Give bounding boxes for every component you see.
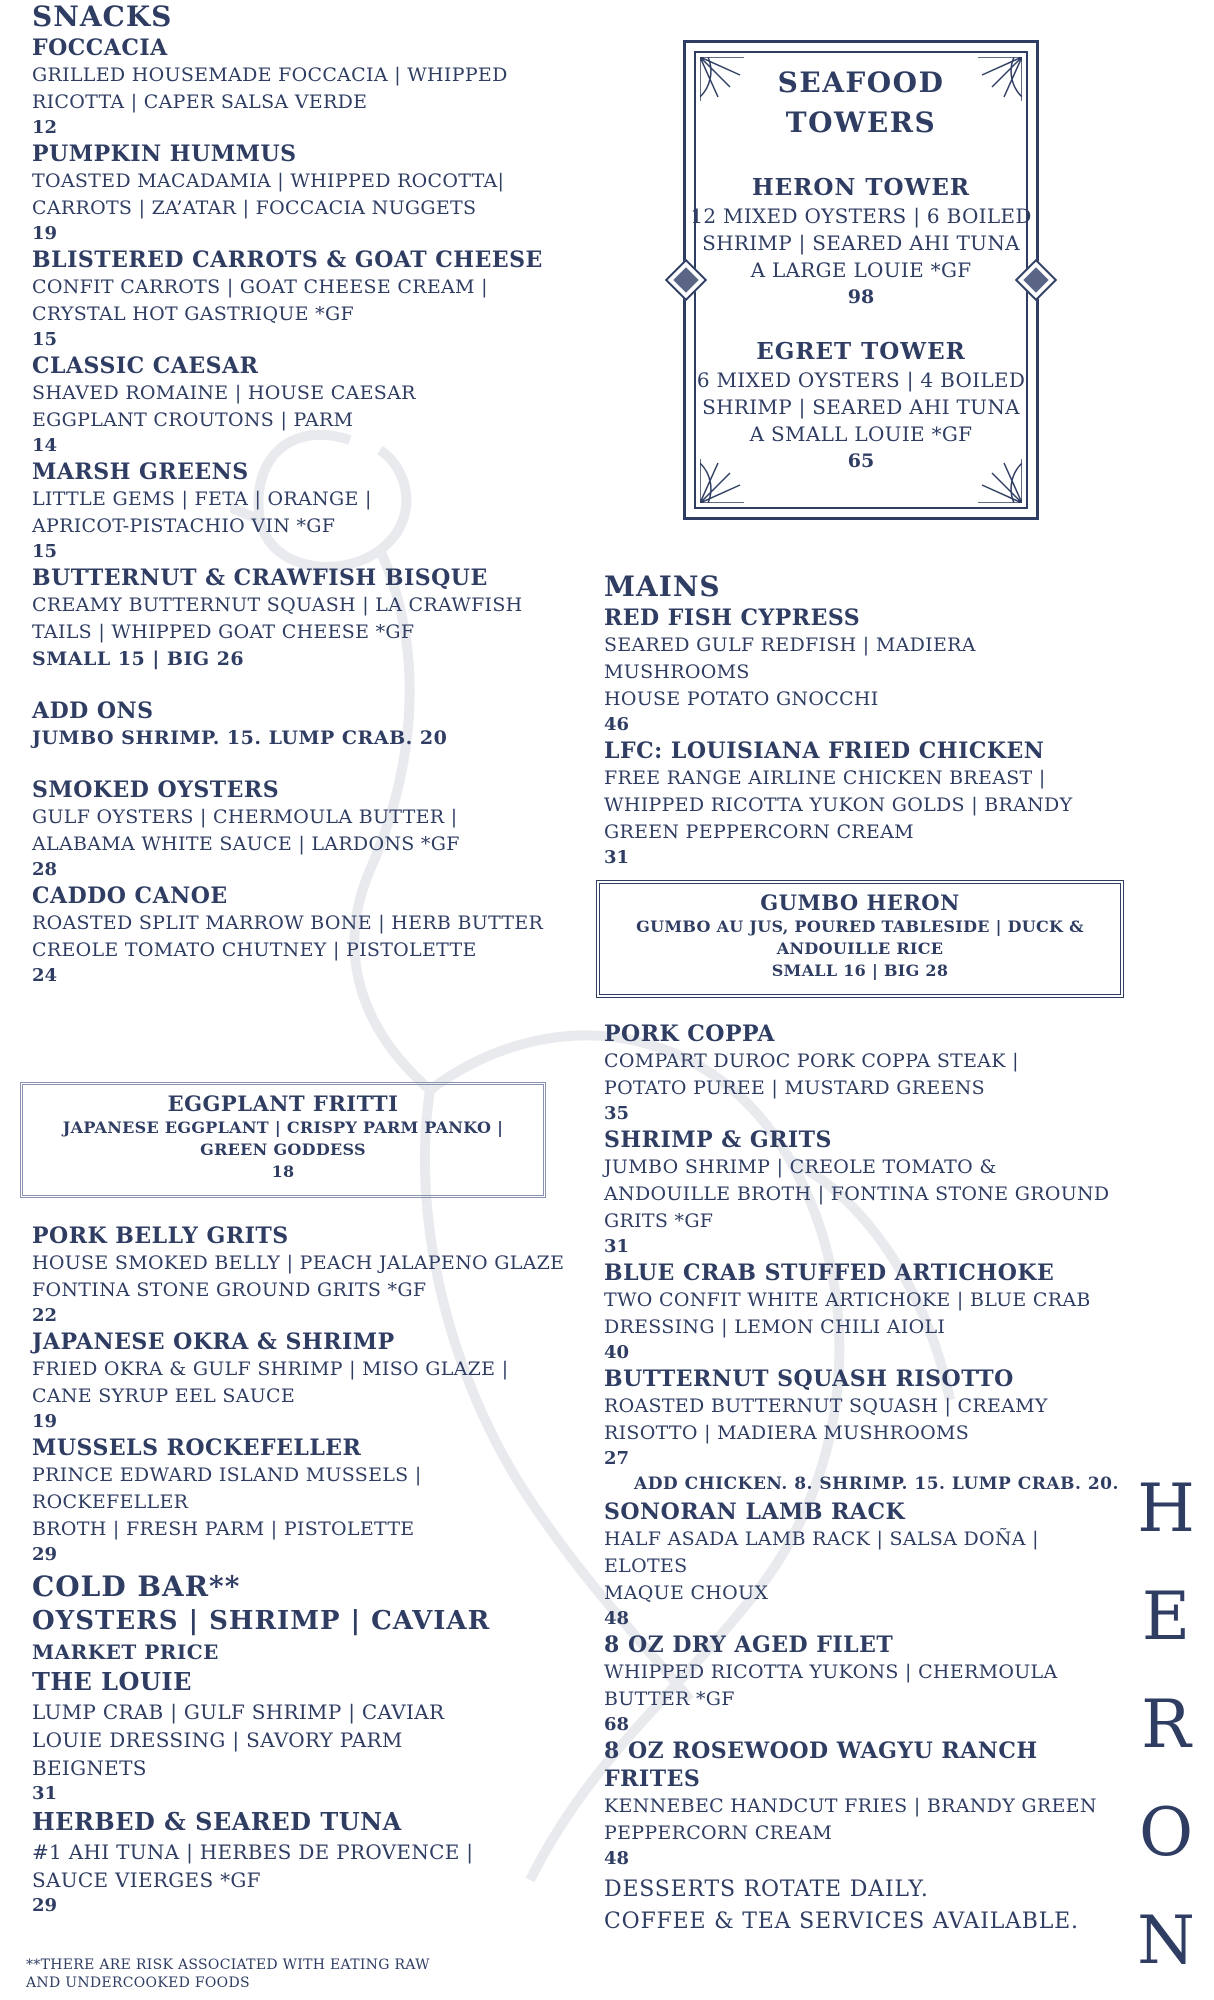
menu-item bbox=[604, 1498, 1124, 1631]
item-price: 12 bbox=[32, 117, 58, 138]
item-description: WHIPPED RICOTTA YUKON GOLDS | BRANDY bbox=[604, 794, 1073, 816]
item-name: JAPANESE OKRA & SHRIMP bbox=[32, 1329, 395, 1355]
left-menu-column-lower bbox=[32, 1222, 572, 1567]
gumbo-heron-description: GUMBO AU JUS, POURED TABLESIDE | DUCK & ANDOUILLE RICE bbox=[636, 917, 1084, 958]
item-description: BEIGNETS bbox=[32, 1756, 147, 1780]
item-name: LFC: LOUISIANA FRIED CHICKEN bbox=[604, 738, 1045, 764]
menu-item bbox=[604, 604, 1124, 737]
item-name: PUMPKIN HUMMUS bbox=[32, 141, 297, 167]
item-description: EGGPLANT CROUTONS | PARM bbox=[32, 409, 354, 431]
item-price: 28 bbox=[32, 859, 58, 880]
item-price: 48 bbox=[604, 1608, 630, 1629]
item-price: 46 bbox=[604, 714, 630, 735]
menu-item bbox=[604, 1126, 1124, 1259]
item-description: PEPPERCORN CREAM bbox=[604, 1822, 833, 1844]
heron-tower-desc: A LARGE LOUIE *GF bbox=[750, 258, 972, 282]
item-description: ROASTED SPLIT MARROW BONE | HERB BUTTER bbox=[32, 912, 544, 934]
cold-bar-section bbox=[32, 1570, 572, 1918]
item-price: 40 bbox=[604, 1342, 630, 1363]
item-description: CARROTS | ZA’ATAR | FOCCACIA NUGGETS bbox=[32, 197, 477, 219]
item-description: ROASTED BUTTERNUT SQUASH | CREAMY bbox=[604, 1395, 1048, 1417]
item-price: 29 bbox=[32, 1544, 58, 1565]
menu-item bbox=[32, 564, 552, 673]
item-name: MARSH GREENS bbox=[32, 459, 249, 485]
item-price: 31 bbox=[32, 1783, 58, 1804]
item-name: BUTTERNUT & CRAWFISH BISQUE bbox=[32, 565, 488, 591]
cold-bar-title: COLD BAR** bbox=[32, 1570, 241, 1603]
item-description: TWO CONFIT WHITE ARTICHOKE | BLUE CRAB bbox=[604, 1289, 1091, 1311]
brand-letter: H bbox=[1137, 1470, 1195, 1547]
item-price: 48 bbox=[604, 1848, 630, 1869]
item-name: CLASSIC CAESAR bbox=[32, 353, 259, 379]
heron-tower-price: 98 bbox=[847, 286, 875, 308]
item-description: LITTLE GEMS | FETA | ORANGE | bbox=[32, 488, 372, 510]
egret-tower-price: 65 bbox=[847, 450, 875, 472]
item-description: CREAMY BUTTERNUT SQUASH | LA CRAWFISH bbox=[32, 594, 523, 616]
eggplant-fritti-title: EGGPLANT FRITTI bbox=[167, 1091, 399, 1116]
seafood-towers-frame bbox=[683, 40, 1039, 520]
item-price: SMALL 15 | BIG 26 bbox=[32, 648, 245, 670]
item-price: 31 bbox=[604, 847, 630, 868]
item-addon: ADD CHICKEN. 8. SHRIMP. 15. LUMP CRAB. 20. bbox=[634, 1474, 1119, 1494]
menu-item bbox=[32, 458, 552, 564]
item-price: 29 bbox=[32, 1895, 58, 1916]
menu-item bbox=[604, 737, 1124, 870]
menu-item bbox=[32, 1666, 572, 1806]
menu-item bbox=[32, 1434, 572, 1567]
item-description: TOASTED MACADAMIA | WHIPPED ROCOTTA| bbox=[32, 170, 505, 192]
item-price: 15 bbox=[32, 329, 58, 350]
item-name: THE LOUIE bbox=[32, 1667, 192, 1696]
item-description: CRYSTAL HOT GASTRIQUE *GF bbox=[32, 303, 354, 325]
item-description: WHIPPED RICOTTA YUKONS | CHERMOULA bbox=[604, 1661, 1058, 1683]
mains-section bbox=[604, 570, 1124, 870]
footnote-line: AND UNDERCOOKED FOODS bbox=[26, 1975, 250, 1991]
menu-item bbox=[32, 140, 552, 246]
item-name: BLISTERED CARROTS & GOAT CHEESE bbox=[32, 247, 543, 273]
egret-tower-desc: 6 MIXED OYSTERS | 4 BOILED bbox=[696, 368, 1026, 392]
item-description: FONTINA STONE GROUND GRITS *GF bbox=[32, 1279, 427, 1301]
item-price: 15 bbox=[32, 541, 58, 562]
item-price: 31 bbox=[604, 1236, 630, 1257]
menu-item bbox=[604, 1631, 1124, 1737]
item-price: 14 bbox=[32, 435, 58, 456]
footnote-line: **THERE ARE RISK ASSOCIATED WITH EATING RAW bbox=[26, 1957, 430, 1973]
item-name: BUTTERNUT SQUASH RISOTTO bbox=[604, 1366, 1014, 1392]
cold-bar-items bbox=[32, 1666, 572, 1918]
item-name: 8 OZ ROSEWOOD WAGYU RANCH FRITES bbox=[604, 1738, 1038, 1792]
mains-title: MAINS bbox=[604, 570, 721, 603]
item-description: LOUIE DRESSING | SAVORY PARM bbox=[32, 1728, 403, 1752]
gumbo-heron-title: GUMBO HERON bbox=[760, 890, 960, 915]
item-description: GULF OYSTERS | CHERMOULA BUTTER | bbox=[32, 806, 458, 828]
item-description: CANE SYRUP EEL SAUCE bbox=[32, 1385, 296, 1407]
item-name: SHRIMP & GRITS bbox=[604, 1127, 832, 1153]
item-description: COMPART DUROC PORK COPPA STEAK | bbox=[604, 1050, 1019, 1072]
egret-tower-name: EGRET TOWER bbox=[756, 338, 966, 365]
item-description: SHAVED ROMAINE | HOUSE CAESAR bbox=[32, 382, 416, 404]
menu-item bbox=[604, 1365, 1124, 1498]
heron-tower-name: HERON TOWER bbox=[751, 174, 971, 201]
eggplant-fritti-price: 18 bbox=[271, 1162, 295, 1181]
eggplant-fritti-box bbox=[20, 1082, 546, 1198]
item-description: LUMP CRAB | GULF SHRIMP | CAVIAR bbox=[32, 1700, 445, 1724]
item-description: RICOTTA | CAPER SALSA VERDE bbox=[32, 91, 368, 113]
item-description: HOUSE SMOKED BELLY | PEACH JALAPENO GLAZE bbox=[32, 1252, 565, 1274]
item-description: HALF ASADA LAMB RACK | SALSA DOÑA | ELOTES bbox=[604, 1528, 1039, 1577]
menu-item bbox=[32, 1806, 572, 1918]
closing-line: COFFEE & TEA SERVICES AVAILABLE. bbox=[604, 1909, 1079, 1934]
item-description: BROTH | FRESH PARM | PISTOLETTE bbox=[32, 1518, 415, 1540]
item-description: RISOTTO | MADIERA MUSHROOMS bbox=[604, 1422, 970, 1444]
seafood-towers-content bbox=[686, 63, 1036, 475]
menu-item bbox=[604, 1020, 1124, 1126]
item-description: POTATO PUREE | MUSTARD GREENS bbox=[604, 1077, 985, 1099]
item-description: GRITS *GF bbox=[604, 1210, 714, 1232]
menu-item bbox=[32, 1328, 572, 1434]
item-description: FREE RANGE AIRLINE CHICKEN BREAST | bbox=[604, 767, 1046, 789]
item-name: CADDO CANOE bbox=[32, 883, 228, 909]
item-description: PRINCE EDWARD ISLAND MUSSELS | ROCKEFELLER bbox=[32, 1464, 422, 1513]
menu-item bbox=[32, 697, 552, 752]
item-description: SAUCE VIERGES *GF bbox=[32, 1868, 261, 1892]
closing-line: DESSERTS ROTATE DAILY. bbox=[604, 1877, 929, 1902]
heron-vertical-brand bbox=[1126, 1455, 1206, 1995]
brand-letter: N bbox=[1137, 1902, 1195, 1979]
item-price: 35 bbox=[604, 1103, 630, 1124]
item-name: FOCCACIA bbox=[32, 35, 168, 61]
closing-notes bbox=[604, 1874, 1079, 1938]
item-name: ADD ONS bbox=[32, 698, 154, 724]
item-name: MUSSELS ROCKEFELLER bbox=[32, 1435, 362, 1461]
item-price: 22 bbox=[32, 1305, 58, 1326]
brand-letter: O bbox=[1138, 1794, 1194, 1871]
item-description: FRIED OKRA & GULF SHRIMP | MISO GLAZE | bbox=[32, 1358, 509, 1380]
gumbo-heron-price: SMALL 16 | BIG 28 bbox=[771, 961, 949, 980]
item-price: 24 bbox=[32, 965, 58, 986]
item-description: HOUSE POTATO GNOCCHI bbox=[604, 688, 879, 710]
heron-tower-desc: SHRIMP | SEARED AHI TUNA bbox=[702, 231, 1020, 255]
menu-item bbox=[604, 1737, 1124, 1871]
item-description: ANDOUILLE BROTH | FONTINA STONE GROUND bbox=[604, 1183, 1110, 1205]
item-description: TAILS | WHIPPED GOAT CHEESE *GF bbox=[32, 621, 415, 643]
item-name: PORK COPPA bbox=[604, 1021, 775, 1047]
item-price: 68 bbox=[604, 1714, 630, 1735]
brand-letter: E bbox=[1141, 1578, 1191, 1655]
menu-item bbox=[32, 246, 552, 352]
seafood-towers-title: TOWERS bbox=[785, 106, 937, 139]
cold-bar-market-price: MARKET PRICE bbox=[32, 1640, 219, 1664]
brand-letter: R bbox=[1141, 1686, 1191, 1763]
menu-item bbox=[32, 34, 552, 140]
menu-item bbox=[604, 1259, 1124, 1365]
item-description: DRESSING | LEMON CHILI AIOLI bbox=[604, 1316, 946, 1338]
item-description: CONFIT CARROTS | GOAT CHEESE CREAM | bbox=[32, 276, 488, 298]
cold-bar-oysters: OYSTERS | SHRIMP | CAVIAR bbox=[32, 1606, 491, 1636]
item-price: 19 bbox=[32, 1411, 58, 1432]
menu-item bbox=[32, 882, 552, 988]
item-name: RED FISH CYPRESS bbox=[604, 605, 861, 631]
section-title: SNACKS bbox=[32, 0, 173, 33]
item-description: #1 AHI TUNA | HERBES DE PROVENCE | bbox=[32, 1840, 474, 1864]
item-description: ALABAMA WHITE SAUCE | LARDONS *GF bbox=[32, 833, 460, 855]
item-name: 8 OZ DRY AGED FILET bbox=[604, 1632, 894, 1658]
item-description: SEARED GULF REDFISH | MADIERA MUSHROOMS bbox=[604, 634, 976, 683]
item-description: BUTTER *GF bbox=[604, 1688, 735, 1710]
item-description: GRILLED HOUSEMADE FOCCACIA | WHIPPED bbox=[32, 64, 508, 86]
menu-item bbox=[32, 352, 552, 458]
item-name: HERBED & SEARED TUNA bbox=[32, 1807, 402, 1836]
heron-tower-desc: 12 MIXED OYSTERS | 6 BOILED bbox=[690, 204, 1032, 228]
item-name: PORK BELLY GRITS bbox=[32, 1223, 289, 1249]
gumbo-heron-box bbox=[596, 880, 1124, 998]
item-name: BLUE CRAB STUFFED ARTICHOKE bbox=[604, 1260, 1055, 1286]
item-description: KENNEBEC HANDCUT FRIES | BRANDY GREEN bbox=[604, 1795, 1097, 1817]
menu-item bbox=[32, 1222, 572, 1328]
item-name: SONORAN LAMB RACK bbox=[604, 1499, 906, 1525]
eggplant-fritti-description: JAPANESE EGGPLANT | CRISPY PARM PANKO | GREEN GODDESS bbox=[62, 1118, 504, 1159]
left-menu-column bbox=[32, 0, 552, 988]
item-price: 27 bbox=[604, 1448, 630, 1469]
item-description: APRICOT-PISTACHIO VIN *GF bbox=[32, 515, 336, 537]
menu-item bbox=[32, 776, 552, 882]
mains-items bbox=[604, 604, 1124, 870]
item-price: JUMBO SHRIMP. 15. LUMP CRAB. 20 bbox=[32, 727, 448, 749]
item-description: CREOLE TOMATO CHUTNEY | PISTOLETTE bbox=[32, 939, 477, 961]
item-name: SMOKED OYSTERS bbox=[32, 777, 280, 803]
egret-tower-desc: A SMALL LOUIE *GF bbox=[749, 422, 973, 446]
item-price: 19 bbox=[32, 223, 58, 244]
mains-section-lower bbox=[604, 1020, 1124, 1871]
raw-food-footnote bbox=[26, 1956, 430, 1992]
item-description: MAQUE CHOUX bbox=[604, 1582, 769, 1604]
item-description: GREEN PEPPERCORN CREAM bbox=[604, 821, 914, 843]
item-description: JUMBO SHRIMP | CREOLE TOMATO & bbox=[604, 1156, 997, 1178]
seafood-towers-title: SEAFOOD bbox=[777, 66, 945, 99]
egret-tower-desc: SHRIMP | SEARED AHI TUNA bbox=[702, 395, 1020, 419]
